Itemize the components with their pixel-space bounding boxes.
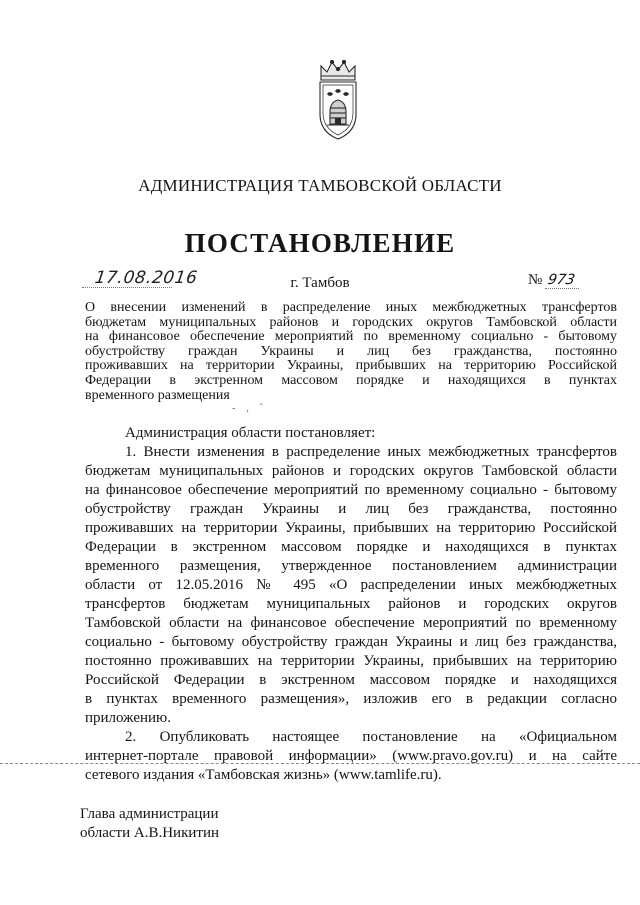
subject-line: проживавших на территории Украины, прибывших на территорию Российской (85, 358, 617, 374)
document-number (528, 272, 575, 289)
item1-line: социально - бытовому обустройству граждан Украины и лиц без гражданства, (85, 634, 617, 650)
item1-line: Федерации в экстренном массовом порядке и находящихся в пунктах (85, 539, 617, 555)
item1-line: постоянно проживавших на территории Украины, прибывших на территорию (85, 653, 617, 669)
document-type-title: ПОСТАНОВЛЕНИЕ (184, 228, 456, 258)
item1-line: 1. Внести изменения в распределение иных межбюджетных трансфертов (125, 444, 617, 460)
signatory-name: области А.В.Никитин (80, 825, 220, 841)
item2-line: 2. Опубликовать настоящее постановление на «Официальном (125, 729, 617, 745)
document-subject (85, 301, 617, 403)
item1-line: Российской Федерации в экстренном массовом порядке и находящихся (85, 672, 617, 688)
document-city: г. Тамбов (290, 275, 350, 291)
scan-marks: ‐ ‚ ˆ (232, 403, 267, 414)
item1-line: бюджетам муниципальных районов и городских округов Тамбовской области (85, 463, 617, 479)
subject-line: бюджетам муниципальных районов и городских округов Тамбовской области (85, 314, 617, 330)
subject-line: Федерации в экстренном массовом порядке и находящихся в пунктах (85, 372, 617, 388)
signatory-position: Глава администрации (80, 806, 219, 822)
item1-line: в пунктах временного размещения», изложив его в редакции согласно (85, 691, 617, 707)
coat-of-arms-icon (313, 58, 363, 142)
number-underline (545, 288, 579, 289)
signature-block (80, 805, 219, 843)
subject-line: временного размещения (85, 387, 230, 403)
item1-line: проживавших на территории Украины, прибывших на территорию Российской (85, 520, 617, 536)
number-value: 973 (546, 272, 577, 288)
item1-line: на финансовое обеспечение мероприятий по временному социально - бытовому (85, 482, 617, 498)
item1-line: трансфертов бюджетам муниципальных районов и городских округов (85, 596, 617, 612)
item1-line: обустройству граждан Украины и лиц без гражданства, постоянно (85, 501, 617, 517)
subject-line: О внесении изменений в распределение иных межбюджетных трансфертов (85, 300, 617, 315)
item1-line: приложению. (85, 710, 172, 726)
subject-line: обустройству граждан Украины и лиц без гражданства, постоянно (85, 343, 617, 359)
number-label: № (528, 272, 543, 288)
document-date: 17.08.2016 (93, 268, 199, 288)
item1-line: временного размещения, утвержденное постановлением администрации (85, 558, 617, 574)
document-body (85, 424, 617, 785)
item2-line: сетевого издания «Тамбовская жизнь» (www.tamlife.ru). (85, 767, 442, 783)
page-separator (0, 763, 640, 764)
item2-line: интернет-портале правовой информации» (www.pravo.gov.ru) и на сайте (85, 748, 617, 764)
item1-line: области от 12.05.2016 № 495 «О распределении иных межбюджетных (85, 577, 617, 593)
subject-line: на финансовое обеспечение мероприятий по временному социально - бытовому (85, 329, 617, 345)
item1-line: Тамбовской области на финансовое обеспечение мероприятий по временному (85, 615, 617, 631)
preamble: Администрация области постановляет: (125, 425, 376, 441)
issuing-authority: АДМИНИСТРАЦИЯ ТАМБОВСКОЙ ОБЛАСТИ (138, 176, 502, 195)
